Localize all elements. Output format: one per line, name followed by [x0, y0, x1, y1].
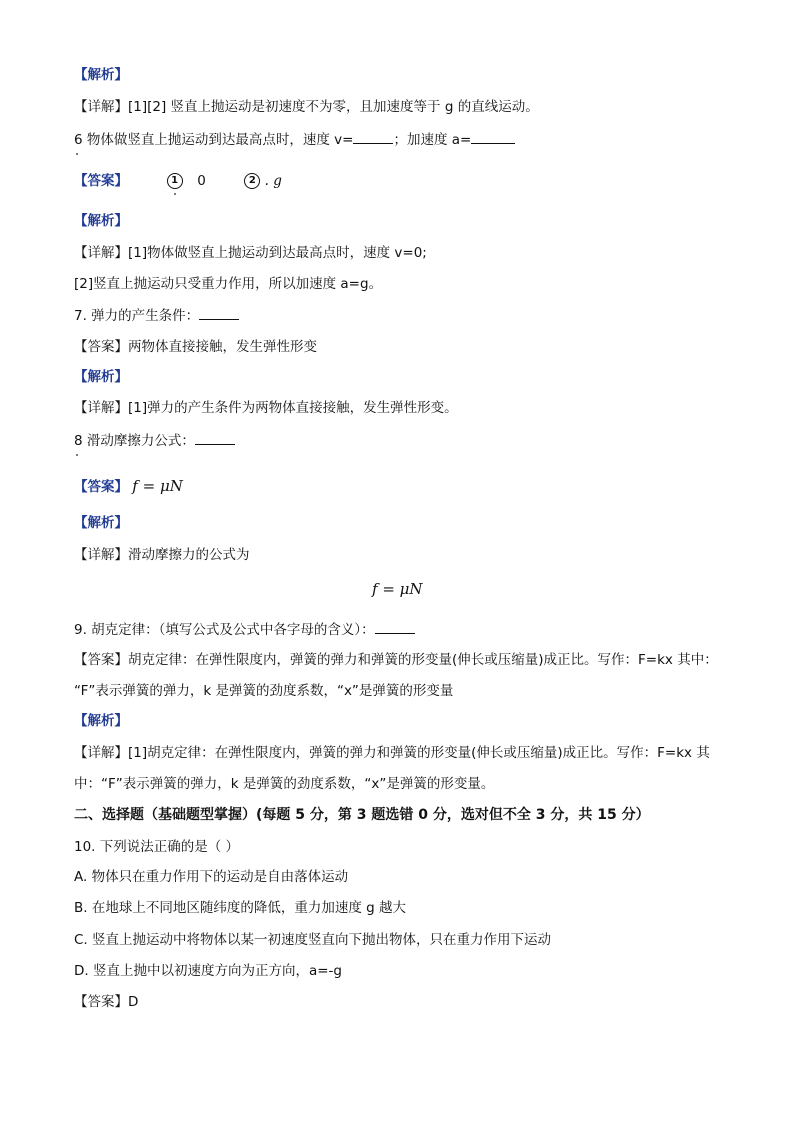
question-9 — [74, 620, 415, 639]
detail-text: [2]竖直上抛运动只受重力作用，所以加速度 a=g。 — [74, 276, 383, 292]
question-6-text-2: ；加速度 a= — [393, 132, 472, 148]
answer-6-value-1: 0 — [197, 173, 206, 189]
answer-blank — [195, 431, 235, 445]
option-b: B. 在地球上不同地区随纬度的降低，重力加速度 g 越大 — [74, 900, 406, 916]
question-6 — [74, 130, 515, 149]
question-7 — [74, 306, 239, 325]
answer-8: 【答案】 f = μN — [74, 477, 183, 495]
question-8 — [74, 431, 235, 450]
analysis-heading: 【解析】 — [74, 67, 128, 83]
answer-7: 【答案】两物体直接接触，发生弹性形变 — [74, 339, 317, 355]
detail-text: 【详解】[1][2] 竖直上抛运动是初速度不为零，且加速度等于 g 的直线运动。 — [74, 99, 539, 115]
answer-blank — [471, 130, 515, 144]
formula-centered: f = μN — [372, 580, 423, 598]
analysis-heading: 【解析】 — [74, 515, 128, 531]
formula-inline: f = μN — [132, 477, 183, 495]
detail-text: 【详解】[1]物体做竖直上抛运动到达最高点时，速度 v=0; — [74, 245, 427, 261]
analysis-heading: 【解析】 — [74, 213, 128, 229]
question-8-text: 8 滑动摩擦力公式： — [74, 433, 195, 449]
circled-number-1: 1 — [167, 173, 183, 189]
detail-text: 【详解】[1]胡克定律：在弹性限度内，弹簧的弹力和弹簧的形变量(伸长或压缩量)成正比。写作：F=kx 其 — [74, 745, 710, 761]
detail-text: 【详解】滑动摩擦力的公式为 — [74, 547, 250, 563]
detail-text-continued: 中：“F”表示弹簧的弹力，k 是弹簧的劲度系数，“x”是弹簧的形变量。 — [74, 776, 495, 792]
answer-9: 【答案】胡克定律：在弹性限度内，弹簧的弹力和弹簧的形变量(伸长或压缩量)成正比。写作：F=kx 其中： — [74, 652, 718, 668]
dot-mark — [76, 153, 78, 155]
analysis-heading: 【解析】 — [74, 369, 128, 385]
answer-6: 【答案】 1 0 2 . g — [74, 173, 282, 189]
circled-number-2: 2 — [244, 173, 260, 189]
answer-9-continued: “F”表示弹簧的弹力，k 是弹簧的劲度系数，“x”是弹簧的形变量 — [74, 683, 454, 699]
detail-text: 【详解】[1]弹力的产生条件为两物体直接接触，发生弹性形变。 — [74, 400, 458, 416]
section-heading: 二、选择题（基础题型掌握）(每题 5 分，第 3 题选错 0 分，选对但不全 3 分，共 15 分） — [74, 807, 650, 823]
answer-blank — [199, 306, 239, 320]
answer-10: 【答案】D — [74, 994, 139, 1010]
option-c: C. 竖直上抛运动中将物体以某一初速度竖直向下抛出物体，只在重力作用下运动 — [74, 932, 552, 948]
answer-6-value-2: . g — [264, 173, 282, 189]
option-a: A. 物体只在重力作用下的运动是自由落体运动 — [74, 869, 349, 885]
question-6-text: 6 物体做竖直上抛运动到达最高点时，速度 v= — [74, 132, 354, 148]
analysis-heading: 【解析】 — [74, 713, 128, 729]
answer-blank — [375, 620, 415, 634]
question-10: 10. 下列说法正确的是（ ） — [74, 839, 240, 855]
dot-mark — [174, 193, 176, 195]
question-7-text: 7. 弹力的产生条件： — [74, 308, 200, 324]
option-d: D. 竖直上抛中以初速度方向为正方向，a=-g — [74, 963, 343, 979]
dot-mark — [76, 454, 78, 456]
answer-blank — [353, 130, 393, 144]
question-9-text: 9. 胡克定律：（填写公式及公式中各字母的含义）： — [74, 622, 375, 638]
